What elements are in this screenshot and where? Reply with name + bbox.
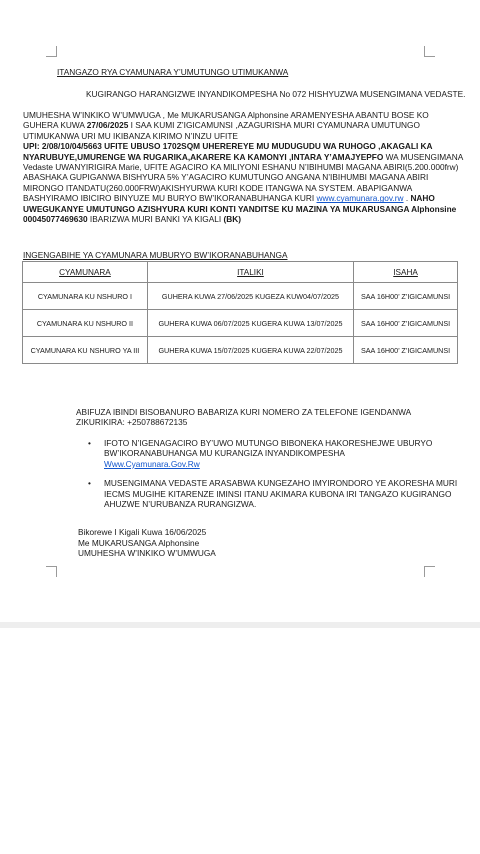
reference-line: KUGIRANGO HARANGIZWE INYANDIKOMPESHA No 072 HISHYUZWA MUSENGIMANA VEDASTE.: [86, 89, 466, 99]
paragraph-text: WA MUSENGIMANA Vedaste UWANYIRIGIRA Marie, UFITE AGACIRO KA MILIYONI ESHANU N’IBIHUMBI MAGANA ABIRI(5.200.000frw) ABASHAKA GUPIGANWA BISHYURA 5% Y’AGACIRO KUMUTUNGO ANGANA N’IBIHUMBI MAGANA ABIRI MIRONGO ITANDATU(260.000FRW)AKISHYURWA KURI KODE ITANGWA NA SYSTEM. ABAPIGANWA BASHYIRAMO IBICIRO BINYUZE MU BURYO BW’IKORANABUHANGA KURI: [23, 151, 463, 204]
column-header: ISAHA: [354, 262, 458, 283]
table-cell: SAA 16H00’ Z’IGICAMUNSI: [354, 337, 458, 364]
table-cell: GUHERA KUWA 27/06/2025 KUGEZA KUW04/07/2025: [147, 283, 353, 310]
list-item: [78, 438, 458, 469]
paragraph-text: I SAA KUMI Z’IGICAMUNSI ,AZAGURISHA MURI CYAMUNARA UMUTUNGO UTIMUKANWA URI MU IKIBANZA KIRIMO N’INZU UFITE: [23, 120, 420, 141]
schedule-title: INGENGABIHE YA CYAMUNARA MUBURYO BW’IKORANABUHANGA: [23, 250, 288, 260]
paragraph-text: UMUHESHA W’INKIKO W’UMWUGA , Me MUKARUSANGA Alphonsine ARAMENYESHA ABANTU BOSE KO GUHERA KUWA: [23, 110, 429, 131]
note-text: MUSENGIMANA VEDASTE ARASABWA KUNGEZAHO IMYIRONDORO YE AKORESHA MURI IECMS MUGIHE KITARENZE IMINSI ITANU AKIMARA KUBONA IRI TANGAZO KUGIRANGO AHUZWE N’URUBANZA RURANGIZWA.: [104, 478, 458, 510]
page-separator: [0, 622, 480, 628]
paragraph-text: IBARIZWA MURI BANKI YA KIGALI: [87, 214, 224, 225]
signature-place-date: Bikorewe I Kigali Kuwa 16/06/2025: [78, 527, 207, 537]
notice-title: ITANGAZO RYA CYAMUNARA Y’UMUTUNGO UTIMUKANWA: [57, 67, 289, 77]
cyamunara-link[interactable]: www.cyamunara.gov.rw: [316, 193, 404, 204]
auction-date: 27/06/2025: [86, 120, 129, 131]
table-cell: SAA 16H00’ Z’IGICAMUNSI: [354, 310, 458, 337]
table-header-row: [23, 262, 458, 283]
table-row: [23, 283, 458, 310]
auction-paragraph: [23, 110, 463, 224]
schedule-table: [22, 261, 458, 364]
table-row: [23, 310, 458, 337]
signature-block: [78, 527, 216, 559]
cyamunara-link[interactable]: Www.Cyamunara.Gov.Rw: [104, 458, 200, 469]
notes-list: [78, 438, 458, 518]
table-row: [23, 337, 458, 364]
page-corner-mark: [46, 46, 57, 57]
list-item: [78, 478, 458, 509]
table-cell: GUHERA KUWA 15/07/2025 KUGERA KUWA 22/07/2025: [147, 337, 353, 364]
table-cell: GUHERA KUWA 06/07/2025 KUGERA KUWA 13/07/2025: [147, 310, 353, 337]
table-cell: SAA 16H00’ Z’IGICAMUNSI: [354, 283, 458, 310]
column-header: ITALIKI: [147, 262, 353, 283]
paragraph-text: .: [403, 193, 411, 204]
column-header: CYAMUNARA: [23, 262, 148, 283]
note-text: IFOTO N’IGENAGACIRO BY’UWO MUTUNGO BIBONEKA HAKORESHEJWE UBURYO BW’IKORANABUHANGA MU KURANGIZA INYANDIKOMPESHA: [104, 438, 433, 459]
contact-info: ABIFUZA IBINDI BISOBANURO BABARIZA KURI NOMERO ZA TELEFONE IGENDANWA ZIKURIKIRA: +250788672135: [76, 407, 411, 428]
page-corner-mark: [424, 46, 435, 57]
table-cell: CYAMUNARA KU NSHURO YA III: [23, 337, 148, 364]
page-corner-mark: [424, 566, 435, 577]
property-upi: UPI: 2/08/10/04/5663 UFITE UBUSO 1702SQM UHEREREYE MU MUDUGUDU WA RUHOGO ,AKAGALI KA NYARUBUYE,UMURENGE WA RUGARIKA,AKARERE KA KAMONYI ,INTARA Y’AMAJYEPFO: [23, 141, 433, 162]
page-corner-mark: [46, 566, 57, 577]
signature-name: Me MUKARUSANGA Alphonsine: [78, 537, 200, 548]
signature-role: UMUHESHA W’INKIKO W’UMWUGA: [78, 548, 216, 559]
table-cell: CYAMUNARA KU NSHURO I: [23, 283, 148, 310]
bank-name: (BK): [223, 214, 241, 225]
account-details: NAHO UWEGUKANYE UMUTUNGO AZISHYURA KURI KONTI YANDITSE KU MAZINA YA MUKARUSANGA Alphonsine 00045077469630: [23, 193, 457, 225]
table-cell: CYAMUNARA KU NSHURO II: [23, 310, 148, 337]
